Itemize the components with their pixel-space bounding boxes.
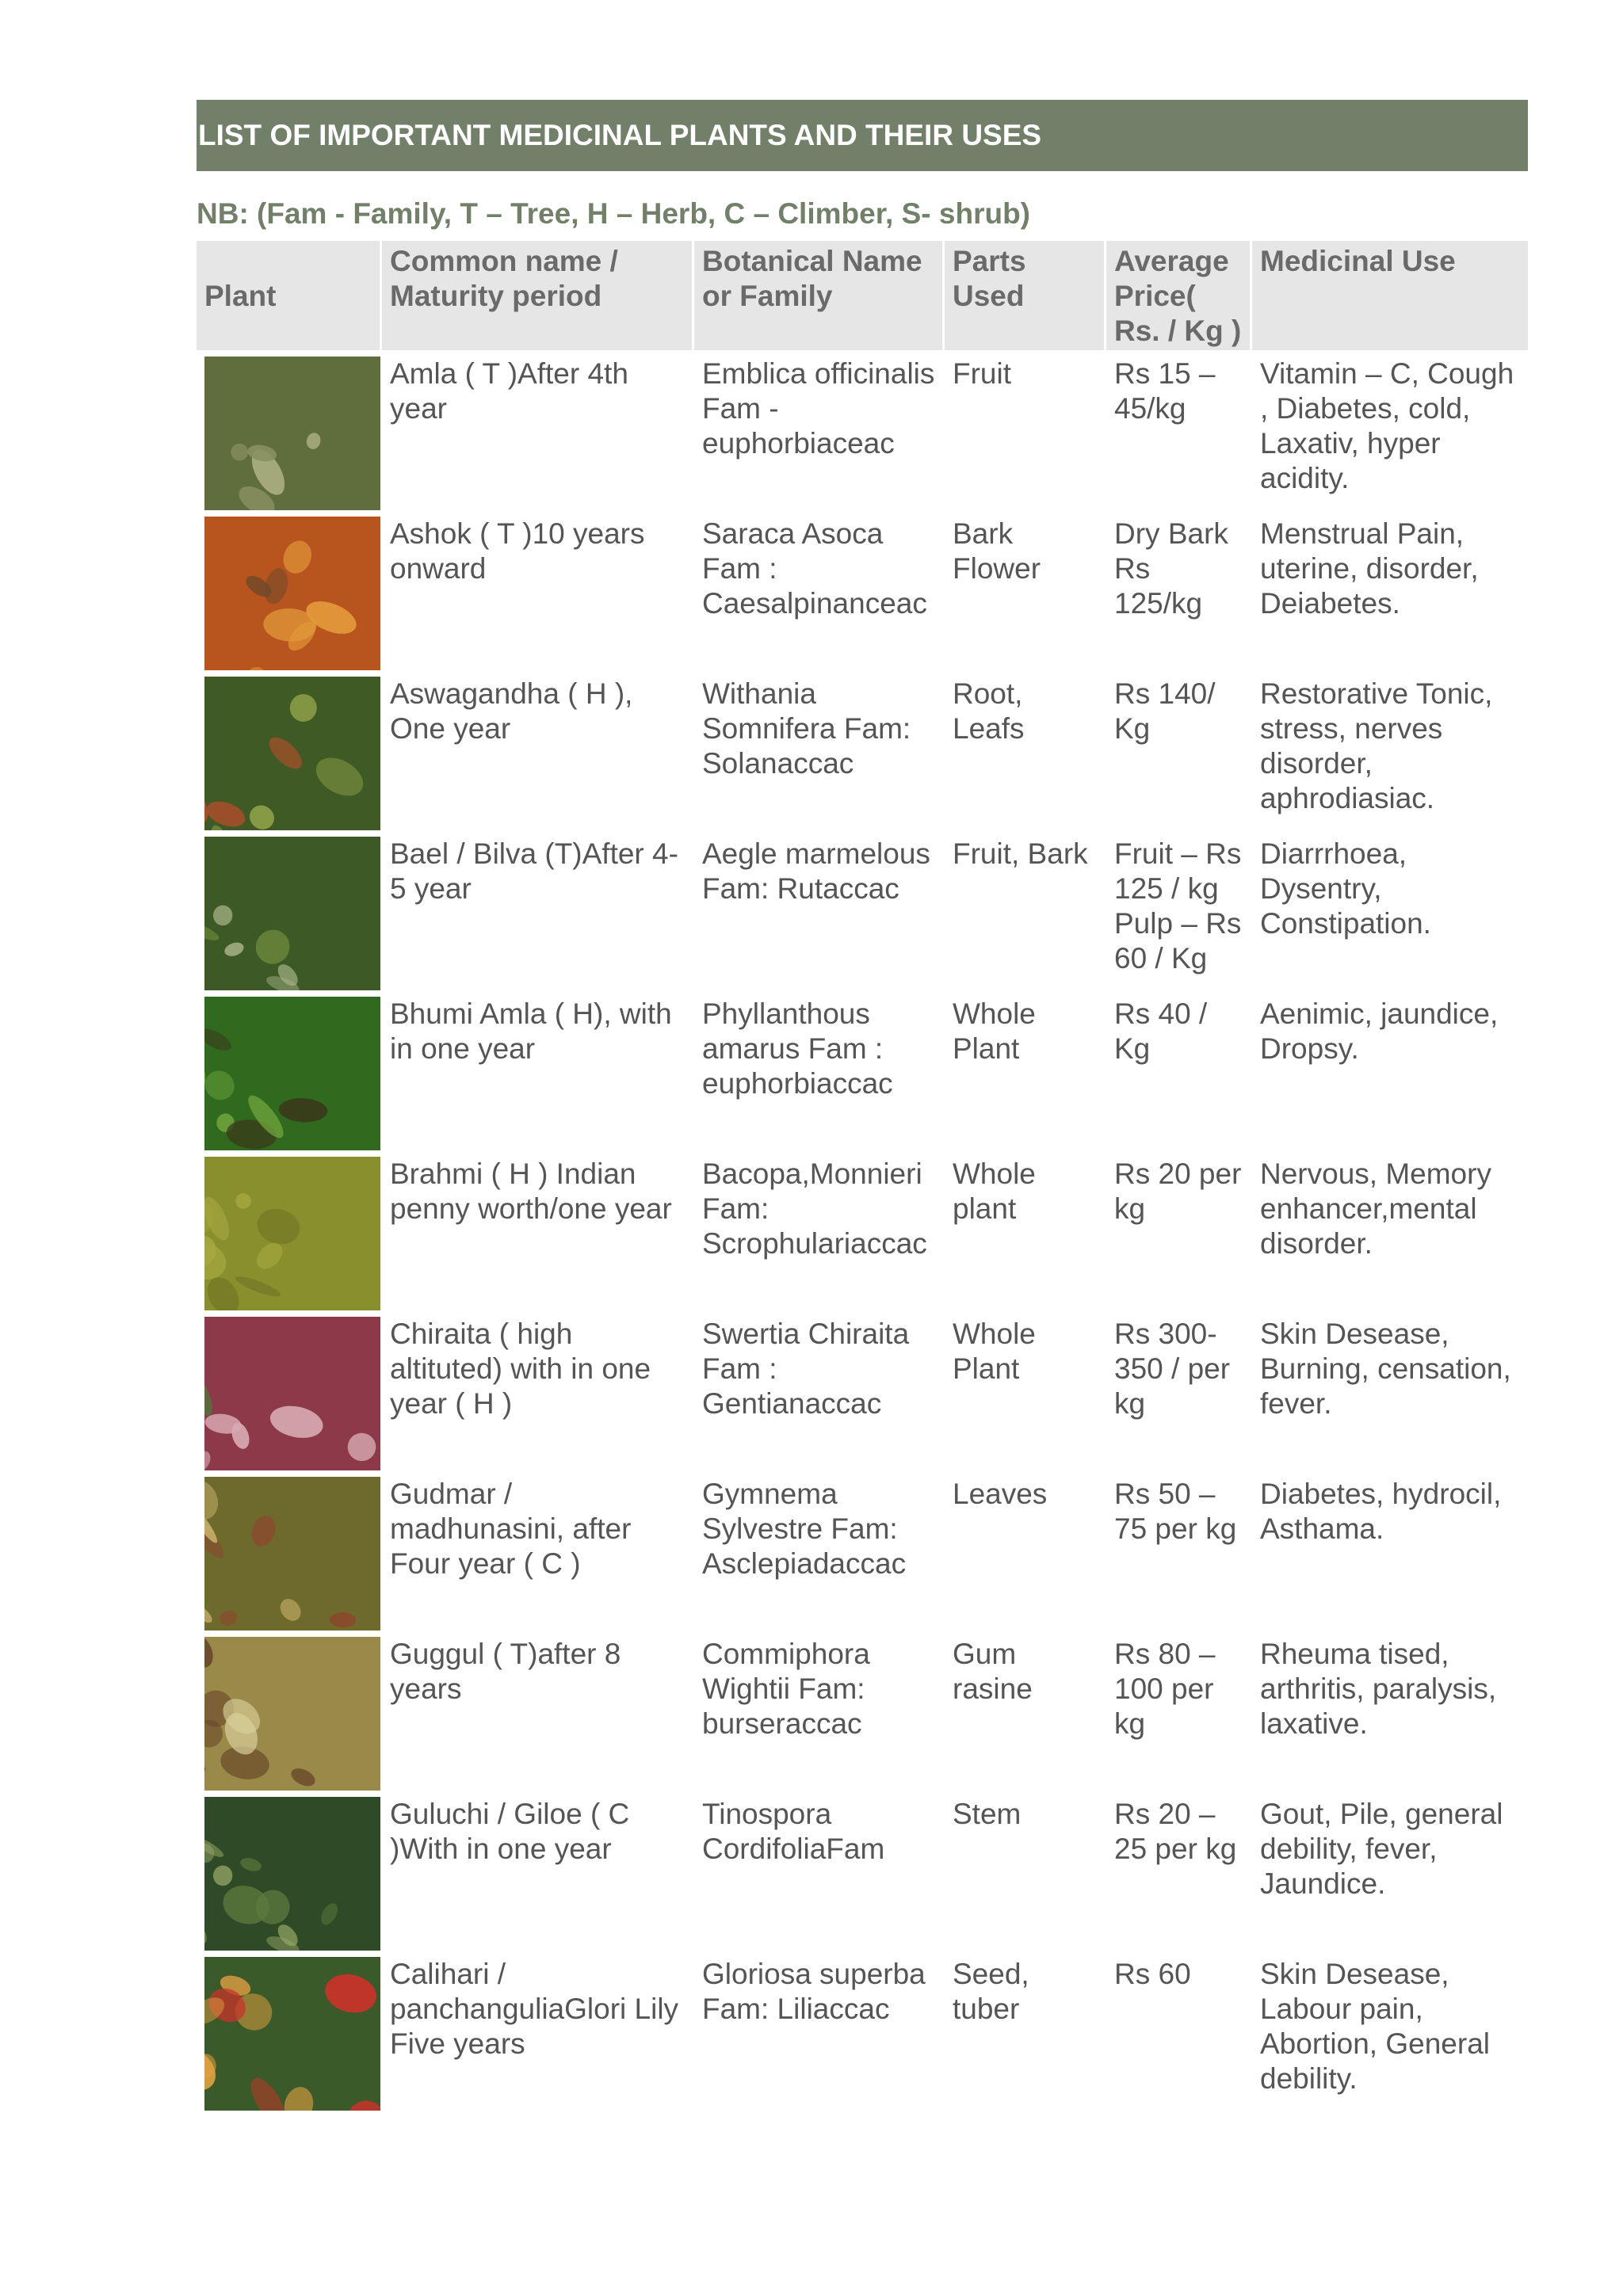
plant-photo-cell: [197, 830, 382, 990]
common-name-cell: Gudmar / madhunasini, after Four year ( C ): [390, 1478, 632, 1580]
table-row: [197, 1630, 1528, 1791]
medicinal-use-cell: Gout, Pile, general debility, fever, Jaundice.: [1260, 1798, 1503, 1900]
column-header-parts-used: Parts Used: [945, 241, 1106, 350]
parts-used-cell: Root, Leafs: [953, 677, 1025, 745]
medicinal-use-cell: Aenimic, jaundice, Dropsy.: [1260, 997, 1499, 1065]
botanical-name-cell: Swertia Chiraita Fam : Gentianaccac: [702, 1318, 910, 1420]
column-header-botanical-name: Botanical Name or Family: [694, 241, 945, 350]
ashok-flower-photo: [204, 517, 380, 670]
parts-used-cell: Whole Plant: [953, 997, 1036, 1065]
table-row: [197, 1951, 1528, 2111]
common-name-cell: Ashok ( T )10 years onward: [390, 517, 645, 585]
botanical-name-cell: Withania Somnifera Fam: Solanaccac: [702, 677, 911, 780]
bael-fruit-photo: [204, 837, 380, 990]
plant-photo-cell: [197, 990, 382, 1150]
bhumi-amla-plant-photo: [204, 997, 380, 1150]
common-name-cell: Guggul ( T)after 8 years: [390, 1638, 621, 1705]
plant-photo-cell: [197, 1310, 382, 1470]
plant-photo-cell: [197, 510, 382, 670]
common-name-cell: Bael / Bilva (T)After 4-5 year: [390, 837, 678, 905]
average-price-cell: Dry Bark Rs 125/kg: [1114, 517, 1228, 620]
table-row: [197, 830, 1528, 990]
botanical-name-cell: Emblica officinalis Fam - euphorbiaceac: [702, 357, 935, 460]
column-header-common-name: Common name / Maturity period: [382, 241, 694, 350]
giloe-plant-photo: [204, 1797, 380, 1951]
medicinal-use-cell: Diabetes, hydrocil, Asthama.: [1260, 1478, 1502, 1545]
glory-lily-flower-photo: [204, 1957, 380, 2111]
average-price-cell: Rs 80 – 100 per kg: [1114, 1638, 1216, 1740]
botanical-name-cell: Phyllanthous amarus Fam : euphorbiaccac: [702, 997, 893, 1100]
botanical-name-cell: Aegle marmelous Fam: Rutaccac: [702, 837, 930, 905]
parts-used-cell: Stem: [953, 1798, 1022, 1830]
plant-photo-cell: [197, 1951, 382, 2111]
table-row: [197, 350, 1528, 510]
common-name-cell: Aswagandha ( H ), One year: [390, 677, 633, 745]
medicinal-use-cell: Nervous, Memory enhancer,mental disorder.: [1260, 1158, 1491, 1260]
plant-photo-cell: [197, 1150, 382, 1310]
table-row: [197, 1310, 1528, 1470]
column-header-average-price: Average Price( Rs. / Kg ): [1106, 241, 1252, 350]
average-price-cell: Rs 20 – 25 per kg: [1114, 1798, 1237, 1865]
table-row: [197, 990, 1528, 1150]
common-name-cell: Bhumi Amla ( H), with in one year: [390, 997, 672, 1065]
medicinal-use-cell: Diarrrhoea, Dysentry, Constipation.: [1260, 837, 1431, 940]
average-price-cell: Rs 15 – 45/kg: [1114, 357, 1216, 425]
botanical-name-cell: Tinospora CordifoliaFam: [702, 1798, 885, 1865]
medicinal-use-cell: Menstrual Pain, uterine, disorder, Deiabetes.: [1260, 517, 1479, 620]
column-header-medicinal-use: Medicinal Use: [1252, 241, 1528, 350]
average-price-cell: Fruit – Rs 125 / kg Pulp – Rs 60 / Kg: [1114, 837, 1242, 974]
parts-used-cell: Whole plant: [953, 1158, 1036, 1225]
parts-used-cell: Fruit: [953, 357, 1011, 390]
common-name-cell: Calihari / panchanguliaGlori Lily Five years: [390, 1958, 679, 2060]
plant-photo-cell: [197, 670, 382, 830]
table-row: [197, 670, 1528, 830]
average-price-cell: Rs 300-350 / per kg: [1114, 1318, 1231, 1420]
abbreviation-note: NB: (Fam - Family, T – Tree, H – Herb, C – Climber, S- shrub): [197, 197, 1030, 230]
chiraita-plant-photo: [204, 1317, 380, 1470]
parts-used-cell: Seed, tuber: [953, 1958, 1029, 2025]
medicinal-use-cell: Restorative Tonic, stress, nerves disorder, aphrodiasiac.: [1260, 677, 1493, 814]
common-name-cell: Chiraita ( high altituted) with in one year ( H ): [390, 1318, 651, 1420]
plant-photo-cell: [197, 1470, 382, 1630]
guggul-plant-photo: [204, 1637, 380, 1791]
medicinal-plants-table: [197, 241, 1528, 2111]
plant-photo-cell: [197, 350, 382, 510]
botanical-name-cell: Commiphora Wightii Fam: burseraccac: [702, 1638, 870, 1740]
amla-fruit-photo: [204, 357, 380, 510]
gudmar-plant-photo: [204, 1477, 380, 1630]
table-row: [197, 1791, 1528, 1951]
medicinal-use-cell: Vitamin – C, Cough , Diabetes, cold, Laxativ, hyper acidity.: [1260, 357, 1514, 494]
table-row: [197, 1470, 1528, 1630]
common-name-cell: Amla ( T )After 4th year: [390, 357, 628, 425]
average-price-cell: Rs 20 per kg: [1114, 1158, 1242, 1225]
average-price-cell: Rs 140/ Kg: [1114, 677, 1216, 745]
parts-used-cell: Whole Plant: [953, 1318, 1036, 1385]
table-header-row: [197, 241, 1528, 350]
plant-photo-cell: [197, 1791, 382, 1951]
parts-used-cell: Fruit, Bark: [953, 837, 1088, 870]
botanical-name-cell: Gymnema Sylvestre Fam: Asclepiadaccac: [702, 1478, 907, 1580]
common-name-cell: Brahmi ( H ) Indian penny worth/one year: [390, 1158, 672, 1225]
table-row: [197, 510, 1528, 670]
parts-used-cell: Leaves: [953, 1478, 1048, 1510]
average-price-cell: Rs 50 – 75 per kg: [1114, 1478, 1237, 1545]
brahmi-plant-photo: [204, 1157, 380, 1310]
botanical-name-cell: Bacopa,Monnieri Fam: Scrophulariaccac: [702, 1158, 927, 1260]
botanical-name-cell: Gloriosa superba Fam: Liliaccac: [702, 1958, 926, 2025]
medicinal-use-cell: Rheuma tised, arthritis, paralysis, laxative.: [1260, 1638, 1497, 1740]
table-row: [197, 1150, 1528, 1310]
average-price-cell: Rs 60: [1114, 1958, 1191, 1990]
botanical-name-cell: Saraca Asoca Fam : Caesalpinanceac: [702, 517, 927, 620]
aswagandha-plant-photo: [204, 677, 380, 830]
parts-used-cell: Gum rasine: [953, 1638, 1033, 1705]
common-name-cell: Guluchi / Giloe ( C )With in one year: [390, 1798, 630, 1865]
plant-photo-cell: [197, 1630, 382, 1791]
document-page: [197, 100, 1528, 2111]
parts-used-cell: Bark Flower: [953, 517, 1041, 585]
document-title: LIST OF IMPORTANT MEDICINAL PLANTS AND THEIR USES: [197, 100, 1528, 171]
average-price-cell: Rs 40 / Kg: [1114, 997, 1208, 1065]
medicinal-use-cell: Skin Desease, Burning, censation, fever.: [1260, 1318, 1511, 1420]
medicinal-use-cell: Skin Desease, Labour pain, Abortion, General debility.: [1260, 1958, 1491, 2095]
column-header-plant: Plant: [197, 241, 382, 350]
